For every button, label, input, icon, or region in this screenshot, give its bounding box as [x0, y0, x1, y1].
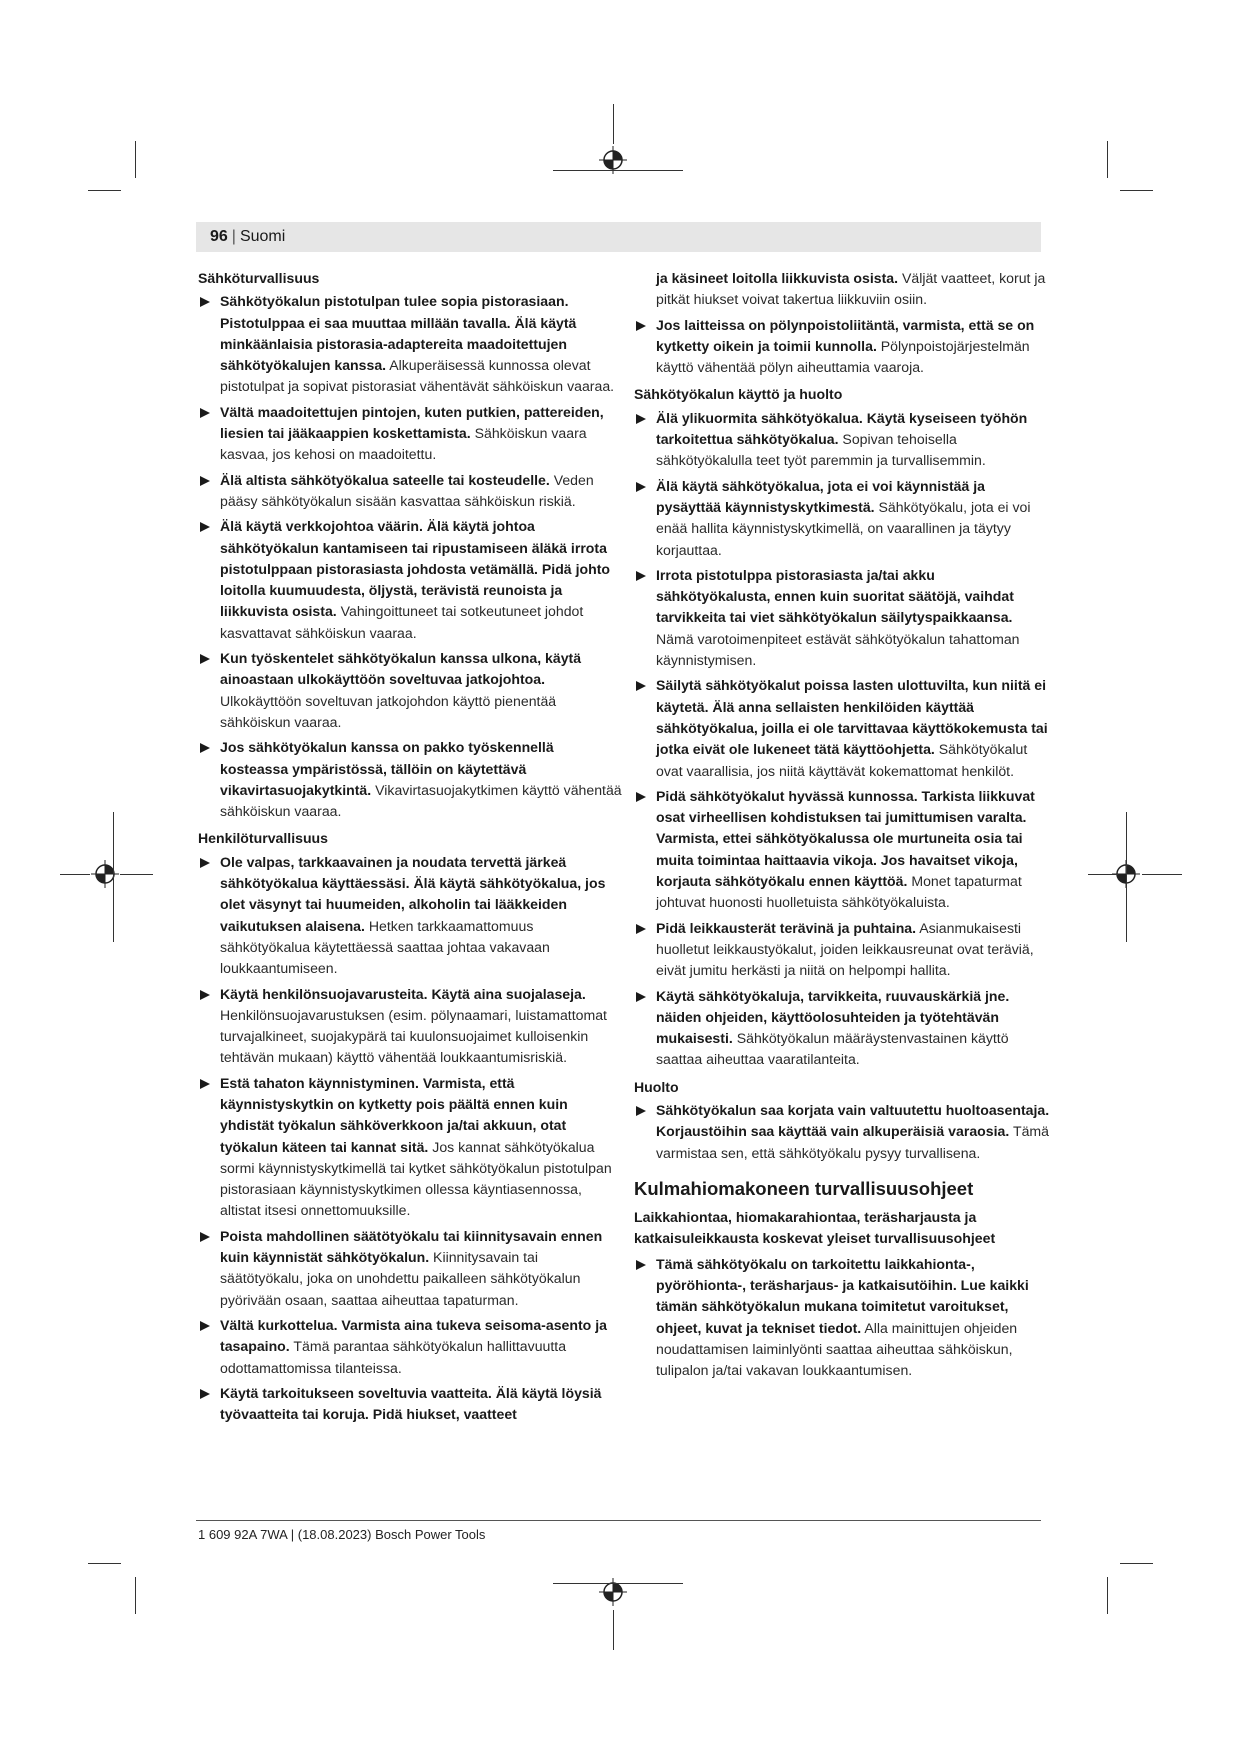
section-heading-service: Huolto — [634, 1078, 679, 1095]
section-heading-tool-use: Sähkötyökalun käyttö ja huolto — [634, 386, 843, 403]
bold-text: Älä käytä sähkötyökalua, jota ei voi käynnistää ja pysäyttää käynnistyskytkimestä. — [656, 477, 986, 515]
crop-mark — [88, 1563, 121, 1564]
bold-text: Jos laitteissa on pölynpoistoliitäntä, varmista, että se on kytketty oikein ja toimii kunnolla. — [656, 316, 1035, 354]
bullet-triangle-icon — [636, 992, 646, 1002]
body-text: Alla mainittujen ohjeiden noudattamisen laiminlyönti saattaa aiheuttaa sähköiskun, tulipalon ja/tai vakavan loukkaantumisen. — [656, 1319, 1018, 1379]
bullet-triangle-icon — [200, 522, 210, 532]
bullet-triangle-icon — [636, 1106, 646, 1116]
bold-text: Älä käytä verkkojohtoa väärin. Älä käytä johtoa sähkötyökalun kantamiseen tai ripustamiseen äläkä irrota pistotulppaan pistorasiasta johdosta vetämällä. Pidä johto loitolla kuumuudesta, öljystä, terävistä reunoista ja liikkuvista osista. — [220, 518, 611, 620]
list-item — [198, 648, 623, 733]
bullet-triangle-icon — [200, 1079, 210, 1089]
body-text: Vahingoittuneet tai sotkeutuneet johdot kasvattavat sähköiskun vaaraa. — [220, 603, 584, 641]
body-text: Jos kannat sähkötyökalua sormi käynnistyskytkimellä tai kytket sähkötyökalun pistotulpan pistorasiaan käynnistyskytkimen ollessa käyntiasennossa, altistat itsesi onnettomuuksille. — [220, 1138, 612, 1219]
bold-text: Käytä sähkötyökaluja, tarvikkeita, ruuvauskärkiä jne. näiden ohjeiden, käyttöolosuhteiden ja työtehtävän mukaisesti. — [656, 987, 1010, 1047]
body-text: Alkuperäisessä kunnossa olevat pistotulpat ja sopivat pistorasiat vähentävät sähköiskun vaaraa. — [220, 357, 615, 395]
bullet-triangle-icon — [636, 924, 646, 934]
bullet-triangle-icon — [636, 482, 646, 492]
section-heading-electrical-safety: Sähköturvallisuus — [198, 270, 320, 286]
bold-text: Vältä maadoitettujen pintojen, kuten putkien, pattereiden, liesien tai jääkaappien koskettamista. — [220, 403, 604, 442]
language-label: Suomi — [239, 228, 286, 245]
left-column — [198, 268, 623, 1429]
bold-text: Älä ylikuormita sähkötyökalua. Käytä kyseiseen työhön tarkoitettua sähkötyökalua. — [656, 409, 1028, 448]
section-title-angle-grinder-safety: Kulmahiomakoneen turvallisuusohjeet — [634, 1177, 974, 1199]
list-item — [198, 291, 623, 397]
bullet-triangle-icon — [200, 990, 210, 1000]
bold-text: ja käsineet loitolla liikkuvista osista. — [656, 270, 899, 286]
list-item — [198, 516, 623, 644]
list-item — [198, 402, 623, 466]
body-text: Henkilönsuojavarustuksen (esim. pölynaamari, luistamattomat turvajalkineet, suojakypärä tai kuulonsuojaimet kulloisenkin tehtävän mukaan) käyttö vähentää loukkaantumisriskiä. — [220, 1006, 607, 1066]
crop-mark — [1120, 1563, 1153, 1564]
body-text: Kiinnitysavain tai säätötyökalu, joka on unohdettu paikalleen sähkötyökalun pyörivään osaan, saattaa aiheuttaa tapaturman. — [220, 1249, 581, 1308]
bullet-triangle-icon — [636, 681, 646, 691]
bold-text: Älä altista sähkötyökalua sateelle tai kosteudelle. — [220, 471, 550, 488]
registration-mark-icon — [91, 860, 119, 888]
crop-mark — [613, 104, 614, 144]
section-heading-personal-safety: Henkilöturvallisuus — [198, 830, 329, 847]
bold-text: Säilytä sähkötyökalut poissa lasten ulottuvilta, kun niitä ei käytetä. Älä anna sellaisten henkilöiden käyttää sähkötyökalua, joilla ei ole tarvittavaa käyttökokemusta tai jotka eivät ole lukeneet tätä käyttöohjetta. — [656, 677, 1048, 758]
crop-mark — [88, 190, 121, 191]
list-item-continuation — [656, 268, 1052, 311]
list-item — [634, 986, 1052, 1071]
crop-mark — [553, 170, 683, 171]
bold-text: Estä tahaton käynnistyminen. Varmista, että käynnistyskytkin on kytketty pois päältä ennen kuin yhdistät työkalun sähköverkkoon ja/tai akkuun, otat työkalun käteen tai kannat sitä. — [220, 1074, 568, 1155]
body-text: Vikavirtasuojakytkimen käyttö vähentää sähköiskun vaaraa. — [220, 781, 622, 820]
list-item — [198, 737, 623, 822]
crop-mark — [1107, 141, 1108, 178]
list-item — [634, 918, 1052, 982]
list-item — [198, 1226, 623, 1311]
list-item — [198, 984, 623, 1069]
body-text: Sähkötyökalu, jota ei voi enää hallita käynnistyskytkimellä, on vaarallinen ja täytyy korjauttaa. — [656, 498, 1031, 558]
bold-text: Sähkötyökalun saa korjata vain valtuutettu huoltoasentaja. Korjaustöihin saa käyttää vain alkuperäisiä varaosia. — [656, 1101, 1050, 1140]
bullet-triangle-icon — [636, 321, 646, 331]
bullet-triangle-icon — [636, 792, 646, 802]
crop-mark — [1107, 1577, 1108, 1614]
right-column — [634, 268, 1052, 1386]
body-text: Veden pääsy sähkötyökalun sisään kasvattaa sähköiskun riskiä. — [220, 471, 594, 509]
subsection-heading: Laikkahiontaa, hiomakarahiontaa, teräsharjausta ja katkaisuleikkausta koskevat yleiset turvallisuusohjeet — [634, 1209, 996, 1247]
list-item — [634, 315, 1052, 379]
crop-mark — [120, 874, 153, 875]
bold-text: Sähkötyökalun pistotulpan tulee sopia pistorasiaan. Pistotulppaa ei saa muuttaa millään tavalla. Älä käytä minkäänlaisia pistorasia-adaptereita maadoitettujen sähkötyökalujen kanssa. — [220, 293, 577, 374]
crop-mark — [113, 812, 114, 942]
bullet-triangle-icon — [200, 297, 210, 307]
bold-text: Käytä henkilönsuojavarusteita. Käytä aina suojalaseja. — [220, 985, 586, 1002]
list-item — [634, 565, 1052, 671]
crop-mark — [60, 874, 90, 875]
body-text: Tämä parantaa sähkötyökalun hallittavuutta odottamattomissa tilanteissa. — [220, 1338, 567, 1376]
crop-mark — [135, 1577, 136, 1614]
crop-mark — [1142, 874, 1182, 875]
bold-text: Kun työskentelet sähkötyökalun kanssa ulkona, käytä ainoastaan ulkokäyttöön soveltuvaa jatkojohtoa. — [220, 650, 582, 688]
page-number: 96 — [210, 228, 228, 245]
crop-mark — [135, 141, 136, 178]
bullet-triangle-icon — [636, 1260, 646, 1270]
bold-text: Tämä sähkötyökalu on tarkoitettu laikkahionta-, pyöröhionta-, teräsharjaus- ja katkaisutöihin. Lue kaikki tämän sähkötyökalun mukana toimitetut varoitukset, ohjeet, kuvat ja tekniset tiedot. — [656, 1255, 1029, 1336]
bold-text: Käytä tarkoitukseen soveltuvia vaatteita. Älä käytä löysiä työvaatteita tai koruja. Pidä hiukset, vaatteet — [220, 1384, 602, 1423]
list-item — [198, 1383, 623, 1426]
page-header — [196, 222, 1041, 252]
bold-text: Pidä leikkausterät terävinä ja puhtaina. — [656, 919, 917, 936]
list-item — [198, 470, 623, 513]
list-item — [198, 852, 623, 980]
bullet-triangle-icon — [200, 476, 210, 486]
page-footer: 1 609 92A 7WA | (18.08.2023) Bosch Power Tools — [198, 1527, 486, 1542]
body-text: Asianmukaisesti huolletut leikkaustyökalut, joiden leikkausreunat ovat teräviä, eivät jumitu herkästi ja niitä on helpompi hallita. — [656, 919, 1034, 979]
crop-mark — [1088, 874, 1118, 875]
body-text: Hetken tarkkaamattomuus sähkötyökalua käytettäessä saattaa johtaa vakavaan loukkaantumiseen. — [220, 917, 550, 977]
crop-mark — [1120, 190, 1153, 191]
body-text: Monet tapaturmat johtuvat huonosti huolletuista sähkötyökaluista. — [656, 873, 1022, 911]
list-item — [634, 1100, 1052, 1164]
list-item — [634, 1254, 1052, 1382]
bullet-triangle-icon — [200, 1321, 210, 1331]
bold-text: Vältä kurkottelua. Varmista aina tukeva seisoma-asento ja tasapaino. — [220, 1316, 607, 1355]
bullet-triangle-icon — [200, 858, 210, 868]
list-item — [634, 476, 1052, 561]
body-text: Sähköiskun vaara kasvaa, jos kehosi on maadoitettu. — [220, 425, 587, 463]
body-text: Sähkötyökalun määräystenvastainen käyttö saattaa aiheuttaa vaaratilanteita. — [656, 1030, 1009, 1068]
bullet-triangle-icon — [200, 408, 210, 418]
bullet-triangle-icon — [200, 1389, 210, 1399]
bullet-triangle-icon — [200, 654, 210, 664]
bullet-triangle-icon — [200, 1232, 210, 1242]
bullet-triangle-icon — [200, 743, 210, 753]
body-text: Sopivan tehoisella sähkötyökalulla teet työt paremmin ja turvallisemmin. — [656, 431, 986, 469]
list-item — [198, 1073, 623, 1222]
body-text: Pölynpoistojärjestelmän käyttö vähentää pölyn aiheuttamia vaaroja. — [656, 337, 1030, 376]
body-text: Sähkötyökalut ovat vaarallisia, jos niitä käyttävät kokemattomat henkilöt. — [656, 741, 1028, 779]
body-text: Ulkokäyttöön soveltuvan jatkojohdon käyttö pienentää sähköiskun vaaraa. — [220, 692, 557, 730]
header-separator: | — [231, 228, 236, 245]
body-text: Väljät vaatteet, korut ja pitkät hiukset voivat takertua liikkuviin osiin. — [656, 270, 1046, 308]
list-item — [634, 786, 1052, 914]
crop-mark — [1126, 812, 1127, 942]
bold-text: Jos sähkötyökalun kanssa on pakko työskennellä kosteassa ympäristössä, tällöin on käytettävä vikavirtasuojakytkintä. — [220, 739, 554, 798]
list-item — [634, 675, 1052, 781]
bold-text: Irrota pistotulppa pistorasiasta ja/tai akku sähkötyökalusta, ennen kuin suoritat säätöjä, vaihdat tarvikkeita tai viet sähkötyökalun säilytyspaikkaansa. — [656, 566, 1014, 626]
bullet-triangle-icon — [636, 571, 646, 581]
bold-text: Poista mahdollinen säätötyökalu tai kiinnitysavain ennen kuin käynnistät sähkötyökalun. — [220, 1227, 603, 1266]
footer-rule — [196, 1520, 1041, 1521]
body-text: Tämä varmistaa sen, että sähkötyökalu pysyy turvallisena. — [656, 1123, 1049, 1161]
body-text: Nämä varotoimenpiteet estävät sähkötyökalun tahattoman käynnistymisen. — [656, 630, 1020, 669]
list-item — [634, 408, 1052, 472]
bold-text: Pidä sähkötyökalut hyvässä kunnossa. Tarkista liikkuvat osat virheellisen kohdistuksen tai jumittumisen varalta. Varmista, ettei sähkötyökalussa ole murtuneita osia tai muita toimintaa haittaavia vikoja. Jos havaitset vikoja, korjauta sähkötyökalu ennen käyttöä. — [656, 787, 1035, 890]
crop-mark — [553, 1583, 683, 1584]
bullet-triangle-icon — [636, 414, 646, 424]
list-item — [198, 1315, 623, 1379]
crop-mark — [613, 1610, 614, 1650]
bold-text: Ole valpas, tarkkaavainen ja noudata tervettä järkeä sähkötyökalua käyttäessäsi. Älä käytä sähkötyökalua, jos olet väsynyt tai huumeiden, alkoholin tai lääkkeiden vaikutuksen alaisena. — [220, 853, 606, 934]
